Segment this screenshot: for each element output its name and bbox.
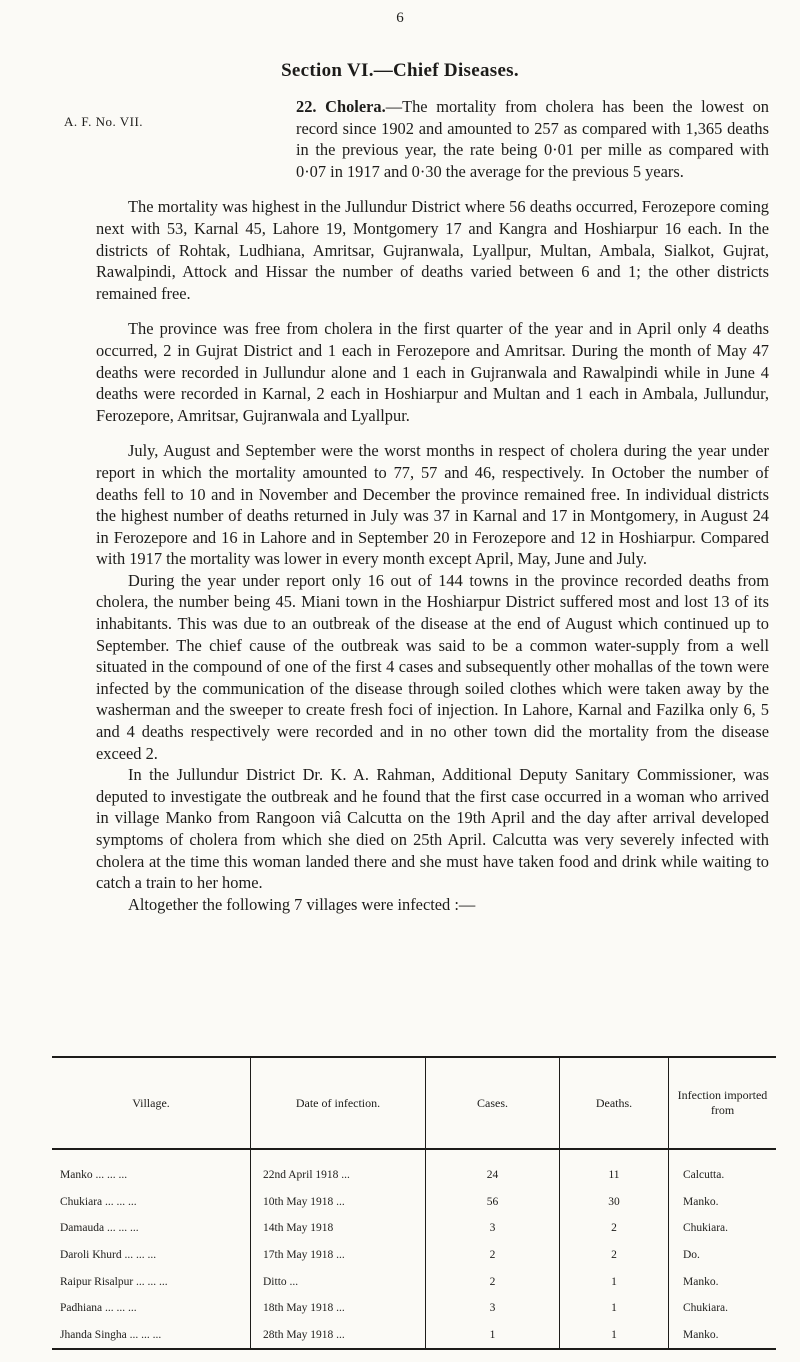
- cell-source: Chukiara.: [669, 1215, 777, 1242]
- cell-cases: 2: [426, 1268, 560, 1295]
- cell-village: Chukiara ... ... ...: [60, 1195, 137, 1208]
- table-row: [52, 1189, 776, 1216]
- column-header-source: Infection imported from: [669, 1057, 777, 1149]
- page-number: 6: [396, 10, 404, 26]
- cell-village: Manko ... ... ...: [60, 1169, 128, 1182]
- cell-date: Ditto ...: [251, 1268, 426, 1295]
- paragraph-monthly-summer: July, August and September were the worst months in respect of cholera during the year under report in which the mortality amounted to 77, 57 and 46, respectively. In October the number of deaths fell to 10 and in November and December the province remained free. In individual districts the highest number of deaths returned in July was 37 in Karnal and 17 in Montgomery, in August 24 in Ferozepore and 16 in Lahore and in September 20 in Ferozepore and 12 in Hoshiarpur. Compared with 1917 the mortality was lower in every month except April, May, June and July.: [96, 441, 769, 569]
- cell-cases: 3: [426, 1215, 560, 1242]
- cell-cases: 56: [426, 1189, 560, 1216]
- cell-date: 17th May 1918 ...: [251, 1242, 426, 1269]
- cell-date: 28th May 1918 ...: [251, 1322, 426, 1350]
- paragraph-investigation: In the Jullundur District Dr. K. A. Rahman, Additional Deputy Sanitary Commissioner, was deputed to investigate the outbreak and he found that the first case occurred in a woman who arrived in village Manko from Rangoon viâ Calcutta on the 19th April and the day after arrival developed symptoms of cholera from which she died on 25th April. Calcutta was very severely infected with cholera at the time this woman landed there and she must have taken food and drink while waiting to catch a train to her home.: [96, 765, 769, 893]
- column-header-deaths: Deaths.: [560, 1057, 669, 1149]
- paragraph-towns: During the year under report only 16 out of 144 towns in the province recorded deaths from cholera, the number being 45. Miani town in the Hoshiarpur District suffered most and lost 13 of its inhabitants. This was due to an outbreak of the disease at the end of August which continued up to September. The chief cause of the outbreak was said to be a common water-supply from a well situated in the compound of one of the first 4 cases and subsequently other mohallas of the town were infected by the communication of the disease through soiled clothes which were taken away by the washerman and the sweeper to create fresh foci of injection. In Lahore, Karnal and Fazilka only 6, 5 and 4 deaths respectively were recorded and in no other town did the mortality from the disease exceed 2.: [96, 570, 769, 763]
- cell-source: Manko.: [669, 1189, 777, 1216]
- cell-source: Calcutta.: [669, 1149, 777, 1189]
- column-header-village: Village.: [52, 1057, 251, 1149]
- cell-village: Jhanda Singha ... ... ...: [52, 1322, 251, 1350]
- paragraph-heading: 22. Cholera.: [296, 97, 386, 116]
- cell-deaths: 2: [560, 1215, 669, 1242]
- paragraph-text: —The mortality from cholera has been the lowest on record since 1902 and amounted to 257 as compared with 1,365 deaths in the previous year, the rate being 0·01 per mille as compared with 0·07 in 1917 and 0·30 the average for the previous 5 years.: [296, 97, 769, 181]
- paragraph-district-mortality: The mortality was highest in the Jullundur District where 56 deaths occurred, Ferozepore coming next with 53, Karnal 45, Lahore 19, Montgomery 17 and Kangra and Hoshiarpur 16 each. In the districts of Rohtak, Ludhiana, Amritsar, Gujranwala, Lyallpur, Multan, Ambala, Sialkot, Gujrat, Rawalpindi, Attock and Hissar the number of deaths varied between 6 and 1; the other districts remained free.: [96, 197, 769, 303]
- paragraph-cholera-intro: [96, 96, 769, 182]
- cell-deaths: 1: [560, 1268, 669, 1295]
- paragraph-monthly-spring: The province was free from cholera in the first quarter of the year and in April only 4 deaths occurred, 2 in Gujrat District and 1 each in Ferozepore and Amritsar. During the month of May 47 deaths were recorded in Jullundur alone and 1 each in Gujranwala and Rawalpindi while in June 4 deaths were recorded in Karnal, 2 each in Hoshiarpur and Multan and 1 each in Ambala, Jullundur, Ferozepore, Amritsar, Gujranwala and Lyallpur.: [96, 319, 769, 425]
- cell-date: 22nd April 1918 ...: [251, 1149, 426, 1189]
- cell-village: Padhiana ... ... ...: [60, 1302, 137, 1315]
- cell-deaths: 2: [560, 1242, 669, 1269]
- villages-table: [52, 1056, 776, 1350]
- paragraph-villages-intro: Altogether the following 7 villages were infected :—: [128, 894, 476, 914]
- cell-deaths: 11: [560, 1149, 669, 1189]
- cell-date: 14th May 1918: [251, 1215, 426, 1242]
- cell-village: Daroli Khurd ... ... ...: [60, 1249, 157, 1262]
- table-row: [52, 1149, 776, 1189]
- body-text: [96, 96, 769, 929]
- cell-cases: 3: [426, 1295, 560, 1322]
- column-header-cases: Cases.: [426, 1057, 560, 1149]
- cell-source: Chukiara.: [669, 1295, 777, 1322]
- table-header-row: [52, 1057, 776, 1149]
- cell-village: Raipur Risalpur ... ... ...: [60, 1275, 168, 1288]
- cell-source: Do.: [669, 1242, 777, 1269]
- table-row: [52, 1322, 776, 1350]
- cell-deaths: 1: [560, 1295, 669, 1322]
- cell-date: 10th May 1918 ...: [251, 1189, 426, 1216]
- cell-deaths: 1: [560, 1322, 669, 1350]
- cell-date: 18th May 1918 ...: [251, 1295, 426, 1322]
- table-row: [52, 1295, 776, 1322]
- cell-cases: 1: [426, 1322, 560, 1350]
- cell-cases: 2: [426, 1242, 560, 1269]
- margin-note: A. F. No. VII.: [64, 114, 144, 129]
- cell-deaths: 30: [560, 1189, 669, 1216]
- cell-cases: 24: [426, 1149, 560, 1189]
- table-row: [52, 1242, 776, 1269]
- section-title: Section VI.—Chief Diseases.: [281, 60, 519, 81]
- column-header-date: Date of infection.: [251, 1057, 426, 1149]
- cell-source: Manko.: [669, 1322, 777, 1350]
- table-row: [52, 1268, 776, 1295]
- table-row: [52, 1215, 776, 1242]
- cell-source: Manko.: [669, 1268, 777, 1295]
- cell-village: Damauda ... ... ...: [60, 1222, 139, 1235]
